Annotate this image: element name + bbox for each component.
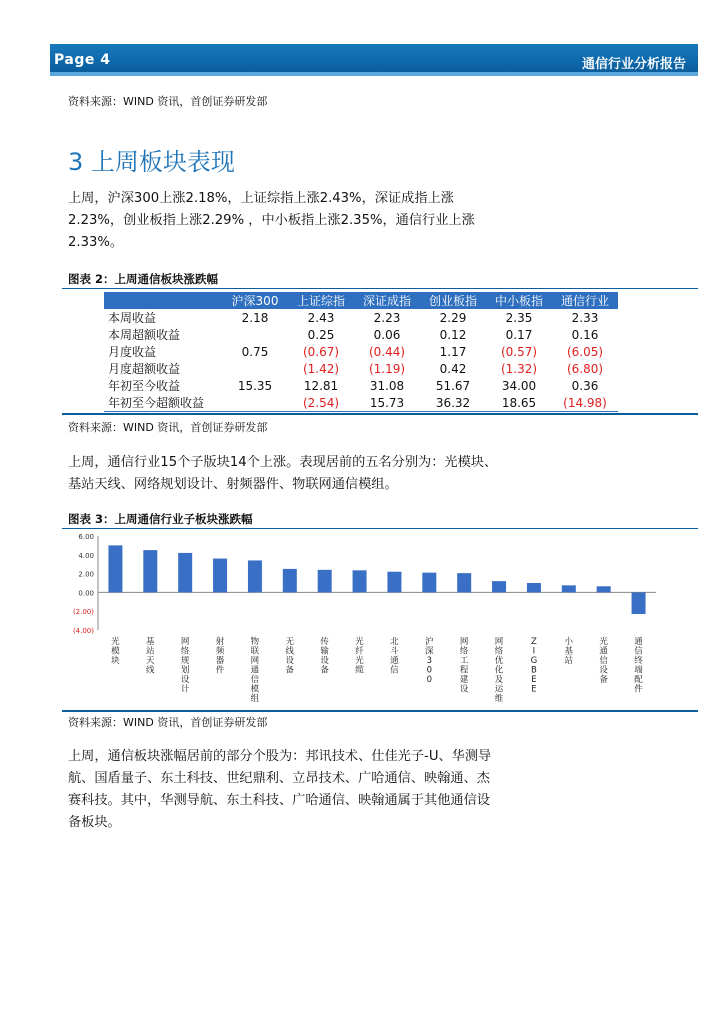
- table-cell: (1.19): [368, 361, 406, 376]
- table-cell: 2.18: [241, 310, 269, 325]
- bar: [353, 570, 367, 592]
- table-row-label: 本周超额收益: [108, 328, 181, 342]
- bar: [562, 585, 576, 592]
- x-category-label: 物联网通信模组: [250, 637, 260, 704]
- figure3-caption: 图表 3：上周通信行业子板块涨跌幅: [68, 512, 253, 526]
- source-note: 资料来源：WIND 资讯，首创证券研发部: [68, 95, 268, 108]
- table-row-label: 月度收益: [108, 345, 157, 359]
- table-cell: 12.81: [303, 378, 339, 393]
- paragraph-top-stocks: 上周，通信板块涨幅居前的部分个股为：邦讯技术、仕佳光子-U、华测导航、国盾量子、东土科技、世纪鼎利、立昂技术、广哈通信、映翰通、杰赛科技。其中，华测导航、东土科技、广哈通信、映翰通属于其他通信设备板块。: [68, 749, 492, 830]
- bar: [527, 583, 541, 592]
- section-heading: 3 上周板块表现: [68, 148, 235, 176]
- table-cell: (2.54): [288, 394, 354, 412]
- x-category-label: 通信终端配件: [634, 637, 643, 695]
- x-category-label: 传输设备: [320, 637, 329, 676]
- table-cell: 0.16: [571, 327, 599, 342]
- table-row-label: 年初至今超额收益: [104, 394, 222, 412]
- figure2-rule: [62, 288, 698, 289]
- table-row-label: 本周收益: [108, 311, 157, 325]
- bar: [283, 569, 297, 593]
- table-bottom-rule: [62, 413, 698, 415]
- x-category-label: Z I G B E E: [530, 637, 538, 695]
- bar: [457, 573, 471, 592]
- y-tick-label: (2.00): [72, 608, 94, 617]
- table-cell: (6.80): [566, 361, 604, 376]
- table-cell: (1.42): [302, 361, 340, 376]
- bar: [178, 553, 192, 592]
- table-cell: 2.35: [505, 310, 533, 325]
- bar: [108, 545, 122, 592]
- x-category-label: 光通信设备: [599, 637, 608, 685]
- table-col-header: 深证成指: [354, 292, 420, 309]
- bar: [632, 592, 646, 614]
- report-title: 通信行业分析报告: [581, 57, 686, 72]
- table-cell: 51.67: [435, 378, 471, 393]
- table-cell: (14.98): [552, 394, 618, 412]
- table-cell: 34.00: [501, 378, 537, 393]
- bar: [492, 581, 506, 592]
- page-header-bar: [50, 44, 698, 76]
- table-cell: 0.06: [373, 327, 401, 342]
- y-tick-label: (4.00): [72, 627, 94, 635]
- bar: [422, 573, 436, 593]
- y-tick-label: 0.00: [78, 589, 94, 598]
- table-col-header: 沪深300: [222, 292, 288, 309]
- bar: [248, 560, 262, 592]
- table-cell: [222, 394, 288, 412]
- table-col-header: 创业板指: [420, 292, 486, 309]
- table-col-header: 中小板指: [486, 292, 552, 309]
- bar: [597, 586, 611, 592]
- x-category-label: 光模块: [111, 637, 120, 666]
- table-row-label: 年初至今收益: [108, 379, 181, 393]
- paragraph-index-summary: 上周，沪深300上涨2.18%，上证综指上涨2.43%，深证成指上涨2.23%，创业板指上涨2.29% ，中小板指上涨2.35%，通信行业上涨2.33%。: [68, 191, 475, 250]
- figure2-caption: 图表 2：上周通信板块涨跌幅: [68, 272, 219, 286]
- bar: [213, 559, 227, 593]
- table-cell: 15.35: [237, 378, 273, 393]
- figure3-rule: [62, 528, 698, 529]
- x-category-label: 网络优化及运维: [494, 637, 504, 704]
- table-row: [104, 377, 618, 394]
- table-cell: 0.36: [571, 378, 599, 393]
- performance-table: [104, 292, 618, 412]
- y-tick-label: 6.00: [78, 533, 94, 541]
- x-category-label: 北斗通信: [390, 637, 399, 676]
- table-cell: [222, 326, 288, 343]
- table-cell: 0.17: [505, 327, 533, 342]
- table-cell: 0.25: [307, 327, 335, 342]
- table-cell: 0.12: [439, 327, 467, 342]
- x-category-label: 光纤光缆: [355, 637, 364, 676]
- table-cell: 15.73: [354, 394, 420, 412]
- table-cell: 0.75: [241, 344, 269, 359]
- table-col-header: 上证综指: [288, 292, 354, 309]
- table-cell: (0.67): [302, 344, 340, 359]
- y-tick-label: 4.00: [78, 551, 94, 560]
- table-cell: 1.17: [439, 344, 467, 359]
- table-col-header: 通信行业: [552, 292, 618, 309]
- table-row: [104, 360, 618, 377]
- x-category-label: 沪深 3 0 0: [425, 637, 434, 685]
- source-note: 资料来源：WIND 资讯，首创证券研发部: [68, 716, 268, 729]
- x-category-label: 网络工程建设: [459, 637, 469, 695]
- table-cell: 0.42: [439, 361, 467, 376]
- table-row: [104, 394, 618, 412]
- paragraph-subsector-summary: 上周，通信行业15个子版块14个上涨。表现居前的五名分别为：光模块、基站天线、网络规划设计、射频器件、物联网通信模组。: [68, 455, 498, 492]
- table-cell: 31.08: [369, 378, 405, 393]
- table-row: [104, 309, 618, 326]
- table-row: [104, 343, 618, 360]
- subsector-bar-chart: [62, 530, 662, 710]
- table-cell: (6.05): [566, 344, 604, 359]
- x-category-label: 网络规划设计: [180, 637, 190, 695]
- bar: [143, 550, 157, 592]
- table-cell: (0.57): [500, 344, 538, 359]
- x-category-label: 无线设备: [285, 637, 295, 676]
- table-cell: 36.32: [420, 394, 486, 412]
- source-note: 资料来源：WIND 资讯，首创证券研发部: [68, 421, 268, 434]
- table-corner-cell: [104, 292, 222, 309]
- table-row: [104, 326, 618, 343]
- bar: [387, 572, 401, 593]
- table-cell: 2.23: [373, 310, 401, 325]
- table-header-row: [104, 292, 618, 309]
- table-body: [104, 309, 618, 412]
- x-category-label: 基站天线: [146, 637, 155, 676]
- x-category-label: 小基站: [564, 637, 574, 666]
- table-cell: 18.65: [486, 394, 552, 412]
- table-cell: [222, 360, 288, 377]
- y-tick-label: 2.00: [78, 570, 94, 579]
- table-cell: 2.29: [439, 310, 467, 325]
- x-category-label: 射频器件: [215, 637, 225, 676]
- bar: [318, 570, 332, 593]
- table-cell: 2.43: [307, 310, 335, 325]
- table-row-label: 月度超额收益: [108, 362, 181, 376]
- table-cell: (0.44): [368, 344, 406, 359]
- page-number: Page 4: [54, 52, 111, 68]
- table-cell: 2.33: [571, 310, 599, 325]
- chart-bottom-rule: [62, 710, 698, 712]
- table-cell: (1.32): [500, 361, 538, 376]
